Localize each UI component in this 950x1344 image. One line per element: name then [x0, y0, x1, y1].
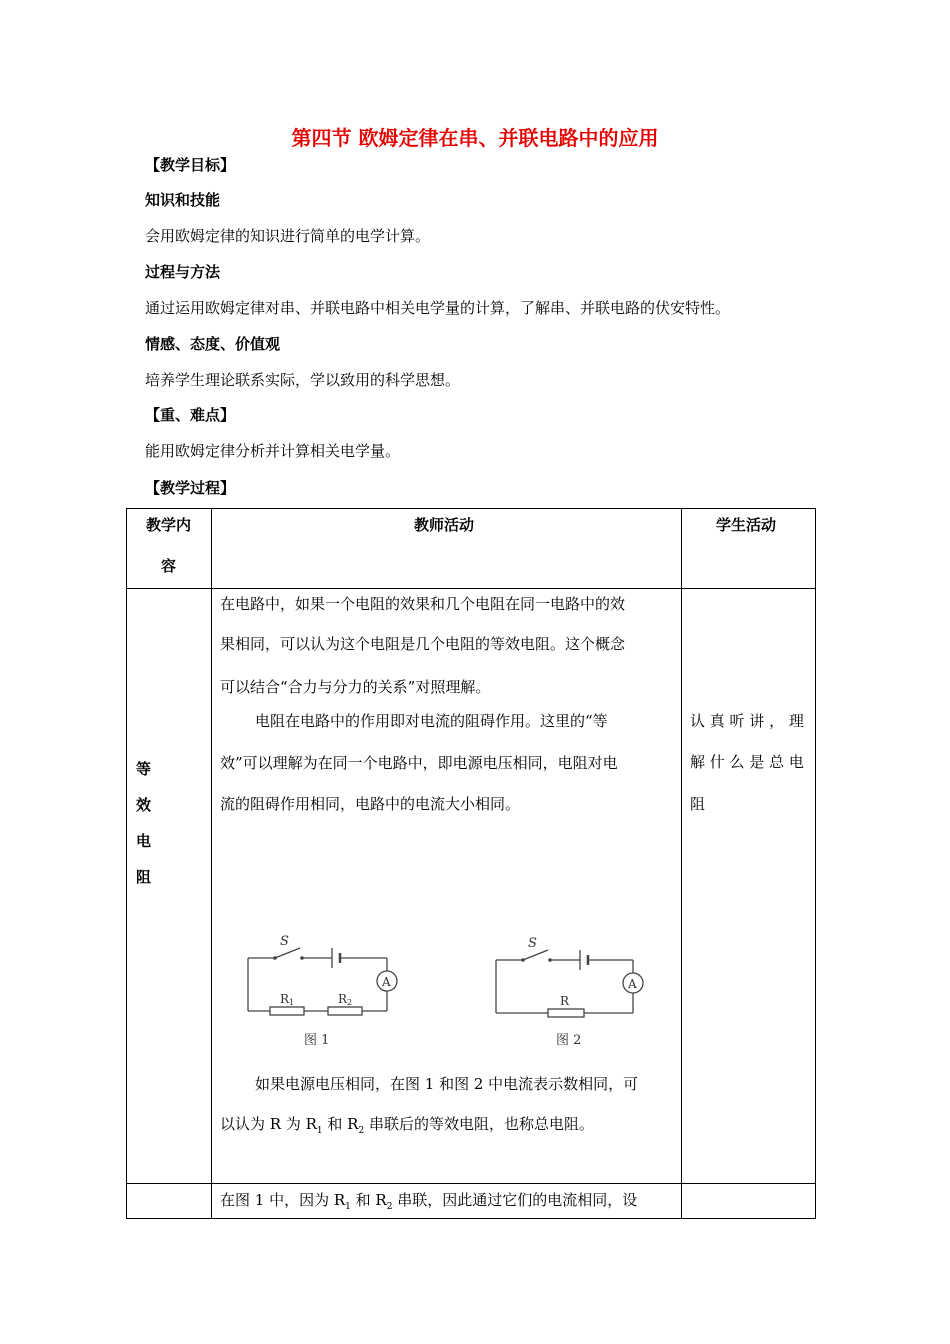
figure-1-ammeter-label: A [382, 975, 391, 989]
figure-1-switch-label: S [280, 934, 289, 949]
key-heading: 【重、难点】 [145, 406, 236, 424]
teacher-line-4: 电阻在电路中的作用即对电流的阻碍作用。这里的“等 [255, 712, 608, 730]
figure-2-switch-label: S [528, 936, 537, 951]
teacher-line-6: 流的阻碍作用相同，电路中的电流大小相同。 [220, 795, 521, 813]
figure-1-r2-label: R2 [338, 992, 353, 1007]
teacher-line-3: 可以结合“合力与分力的关系”对照理解。 [220, 678, 491, 696]
student-line-2: 解 什 么 是 总 电 [690, 753, 804, 771]
figure-1-circuit [248, 948, 397, 1015]
knowledge-text: 会用欧姆定律的知识进行简单的电学计算。 [145, 227, 431, 245]
after-figure-line-1: 如果电源电压相同，在图 1 和图 2 中电流表示数相同，可 [255, 1075, 639, 1093]
figure-2-ammeter-label: A [628, 977, 637, 991]
student-line-1: 认 真 听 讲 ， 理 [690, 712, 804, 730]
figure-2-r-label: R [560, 994, 570, 1008]
after-figure-line-2: 以认为 R 为 $R_1$ 和 $R_2$ 串联后的等效电阻，也称总电阻。 [220, 1115, 594, 1136]
teacher-line-5: 效”可以理解为在同一个电路中，即电源电压相同，电阻对电 [220, 754, 618, 772]
row1-content: 等 效 电 阻 [136, 760, 152, 886]
emotion-text: 培养学生理论联系实际，学以致用的科学思想。 [145, 371, 461, 389]
figure-2-circuit [496, 950, 643, 1017]
figure-1-r1-label: R1 [280, 992, 295, 1007]
key-text: 能用欧姆定律分析并计算相关电学量。 [145, 442, 401, 460]
procedure-heading: 【教学过程】 [145, 479, 236, 497]
process-text: 通过运用欧姆定律对串、并联电路中相关电学量的计算，了解串、并联电路的伏安特性。 [145, 299, 731, 317]
teacher-line-2: 果相同，可以认为这个电阻是几个电阻的等效电阻。这个概念 [220, 635, 626, 653]
page-title: 第四节 欧姆定律在串、并联电路中的应用 [291, 126, 659, 150]
header-content-line1: 教学内 [146, 516, 192, 534]
circuit-diagrams [230, 925, 670, 1055]
emotion-heading: 情感、态度、价值观 [145, 335, 281, 353]
figure-1-caption: 图 1 [304, 1033, 330, 1048]
row2-teacher-line: 在图 1 中，因为 $R_1$ 和 $R_2$ 串联，因此通过它们的电流相同，设 [220, 1191, 638, 1212]
goals-heading: 【教学目标】 [145, 156, 236, 174]
process-heading: 过程与方法 [145, 263, 221, 281]
knowledge-heading: 知识和技能 [145, 191, 221, 209]
figure-2-caption: 图 2 [556, 1033, 582, 1048]
header-teacher: 教师活动 [414, 516, 475, 534]
header-student: 学生活动 [716, 516, 777, 534]
student-line-3: 阻 [690, 795, 706, 813]
header-content-line2: 容 [161, 557, 177, 575]
teacher-line-1: 在电路中，如果一个电阻的效果和几个电阻在同一电路中的效 [220, 595, 626, 613]
